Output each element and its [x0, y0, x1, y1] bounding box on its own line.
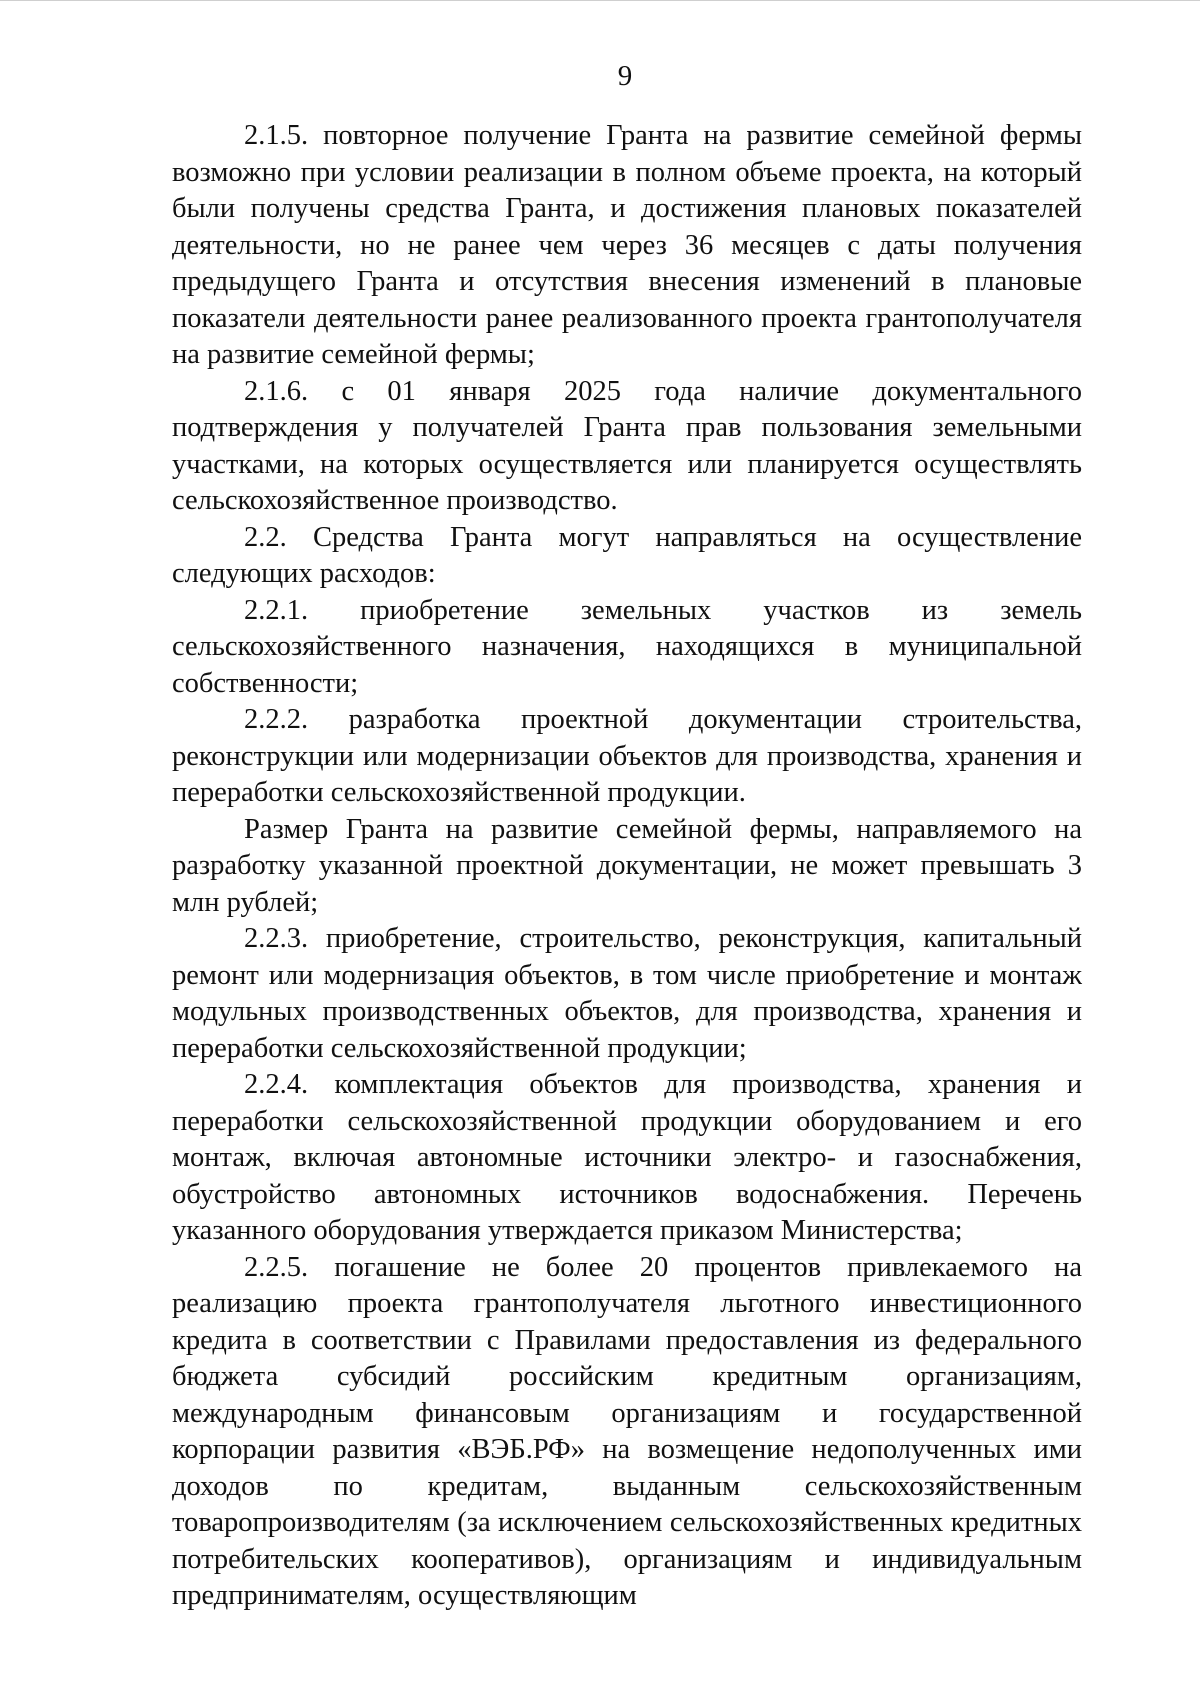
paragraph-2-2: 2.2. Средства Гранта могут направляться на осуществление следующих расходов:	[172, 521, 1082, 589]
paragraph-2-1-5: 2.1.5. повторное получение Гранта на развитие семейной фермы возможно при условии реализации в полном объеме проекта, на который были получены средства Гранта, и достижения плановых показателей деятельности, но не ранее чем через 36 месяцев с даты получения предыдущего Гранта и отсутствия внесения изменений в плановые показатели деятельности ранее реализованного проекта грантополучателя на развитие семейной фермы;	[172, 120, 1082, 370]
paragraph-2-2-1: 2.2.1. приобретение земельных участков из земель сельскохозяйственного назначения, находящихся в муниципальной собственности;	[172, 594, 1082, 699]
paragraph-2-2-3: 2.2.3. приобретение, строительство, реконструкция, капитальный ремонт или модернизация объектов, в том числе приобретение и монтаж модульных производственных объектов, для производства, хранения и переработки сельскохозяйственной продукции;	[172, 923, 1082, 1064]
page-number: 9	[617, 60, 633, 92]
paragraph-2-1-6: 2.1.6. с 01 января 2025 года наличие документального подтверждения у получателей Гранта прав пользования земельными участками, на которых осуществляется или планируется осуществлять сельскохозяйственное производство.	[172, 375, 1082, 516]
paragraph-2-2-5: 2.2.5. погашение не более 20 процентов привлекаемого на реализацию проекта грантополучателя льготного инвестиционного кредита в соответствии с Правилами предоставления из федерального бюджета субсидий российским кредитным организациям, международным финансовым организациям и государственной корпорации развития «ВЭБ.РФ» на возмещение недополученных ими доходов по кредитам, выданным сельскохозяйственным товаропроизводителям (за исключением сельскохозяйственных кредитных потребительских кооперативов), организациям и индивидуальным предпринимателям, осуществляющим	[172, 1251, 1082, 1611]
document-body	[172, 118, 1082, 1615]
paragraph-2-2-4: 2.2.4. комплектация объектов для производства, хранения и переработки сельскохозяйственной продукции оборудованием и его монтаж, включая автономные источники электро- и газоснабжения, обустройство автономных источников водоснабжения. Перечень указанного оборудования утверждается приказом Министерства;	[172, 1069, 1082, 1246]
page-top-edge	[0, 0, 1200, 1]
paragraph-2-2-2: 2.2.2. разработка проектной документации строительства, реконструкции или модернизации объектов для производства, хранения и переработки сельскохозяйственной продукции.	[172, 704, 1082, 808]
paragraph-grant-size: Размер Гранта на развитие семейной фермы, направляемого на разработку указанной проектной документации, не может превышать 3 млн рублей;	[172, 813, 1082, 918]
